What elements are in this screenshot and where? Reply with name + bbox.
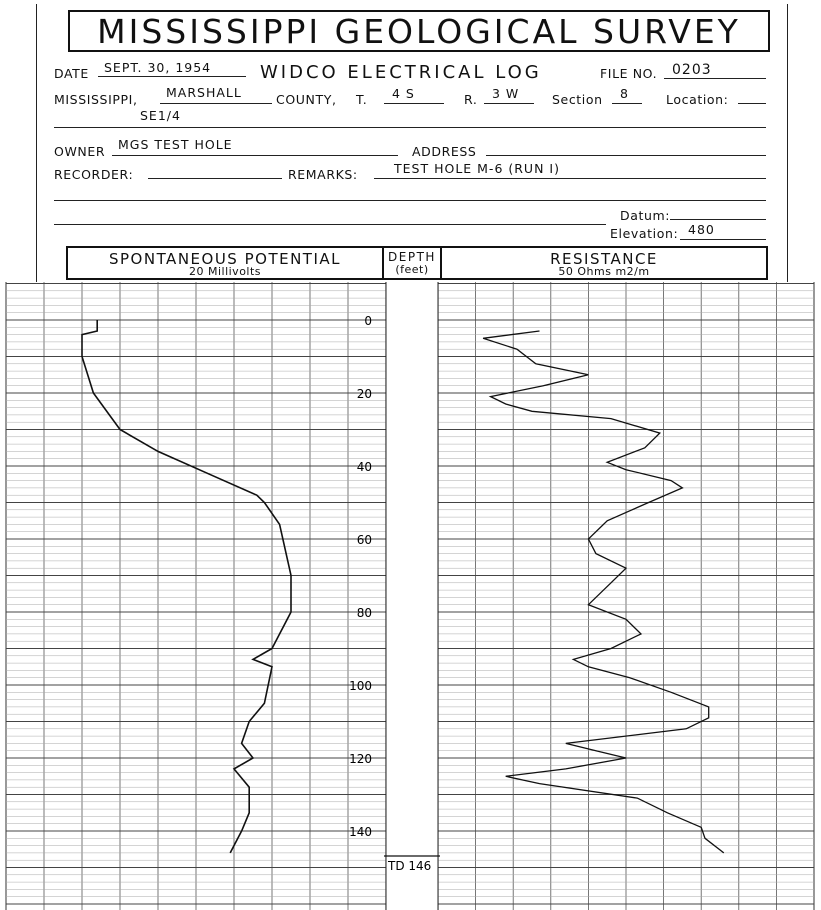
depth-label-140: 140 bbox=[349, 825, 372, 839]
date-value: SEPT. 30, 1954 bbox=[104, 60, 212, 75]
depth-label-60: 60 bbox=[356, 533, 372, 547]
depth-label-0: 0 bbox=[364, 314, 372, 328]
resistance-scale: 50 Ohms m2/m bbox=[558, 265, 650, 278]
depth-track bbox=[386, 282, 438, 910]
survey-title: MISSISSIPPI GEOLOGICAL SURVEY bbox=[68, 10, 770, 52]
depth-unit: (feet) bbox=[395, 263, 429, 276]
file-number-underline bbox=[664, 78, 766, 79]
depth-label-120: 120 bbox=[349, 752, 372, 766]
recorder-underline bbox=[148, 178, 282, 179]
owner-value: MGS TEST HOLE bbox=[118, 137, 233, 152]
sp-curve bbox=[82, 320, 291, 853]
sp-title: SPONTANEOUS POTENTIAL bbox=[108, 250, 342, 268]
location-value: SE1/4 bbox=[140, 108, 181, 123]
resistance-grid bbox=[438, 282, 814, 910]
county-underline bbox=[160, 103, 272, 104]
remarks-label: REMARKS: bbox=[288, 167, 358, 182]
address-underline bbox=[486, 155, 766, 156]
state-label: MISSISSIPPI, bbox=[54, 92, 138, 107]
county-label: COUNTY, bbox=[276, 92, 337, 107]
county-value: MARSHALL bbox=[166, 85, 242, 100]
township-value: 4 S bbox=[392, 86, 415, 101]
sp-grid bbox=[6, 282, 386, 910]
datum-label: Datum: bbox=[620, 208, 671, 223]
section-value: 8 bbox=[620, 86, 629, 101]
sp-scale: 20 Millivolts bbox=[188, 265, 262, 278]
remarks-underline bbox=[374, 178, 766, 179]
file-number-label: FILE NO. bbox=[600, 66, 658, 81]
elevation-label: Elevation: bbox=[610, 226, 679, 241]
depth-column-header bbox=[382, 246, 442, 280]
electrical-log-chart bbox=[0, 282, 821, 910]
depth-label-80: 80 bbox=[356, 606, 372, 620]
owner-underline bbox=[112, 155, 398, 156]
section-underline bbox=[612, 103, 642, 104]
date-label: DATE bbox=[54, 66, 89, 81]
total-depth-label: TD 146 bbox=[388, 859, 432, 873]
resistance-curve bbox=[483, 331, 724, 853]
log-name: WIDCO ELECTRICAL LOG bbox=[260, 62, 542, 83]
range-label: R. bbox=[464, 92, 478, 107]
depth-label-40: 40 bbox=[356, 460, 372, 474]
range-value: 3 W bbox=[492, 86, 520, 101]
blank-line-1 bbox=[54, 200, 766, 201]
township-underline bbox=[384, 103, 444, 104]
township-label: T. bbox=[356, 92, 368, 107]
remarks-value: TEST HOLE M-6 (RUN I) bbox=[394, 161, 560, 176]
resistance-title: RESISTANCE bbox=[550, 250, 658, 268]
location-underline bbox=[738, 103, 766, 104]
depth-label-100: 100 bbox=[349, 679, 372, 693]
depth-label-20: 20 bbox=[356, 387, 372, 401]
depth-title: DEPTH bbox=[388, 250, 436, 264]
section-label: Section bbox=[552, 92, 603, 107]
resistance-column-header bbox=[440, 246, 768, 280]
recorder-label: RECORDER: bbox=[54, 167, 134, 182]
elevation-value: 480 bbox=[688, 222, 715, 237]
datum-underline bbox=[670, 219, 766, 220]
sp-column-header bbox=[66, 246, 384, 280]
blank-line-2 bbox=[54, 224, 606, 225]
location-line bbox=[54, 127, 766, 128]
address-label: ADDRESS bbox=[412, 144, 477, 159]
range-underline bbox=[484, 103, 534, 104]
date-underline bbox=[98, 76, 246, 77]
owner-label: OWNER bbox=[54, 144, 106, 159]
location-label: Location: bbox=[666, 92, 729, 107]
file-number-value: 0203 bbox=[672, 62, 712, 78]
elevation-underline bbox=[680, 239, 766, 240]
